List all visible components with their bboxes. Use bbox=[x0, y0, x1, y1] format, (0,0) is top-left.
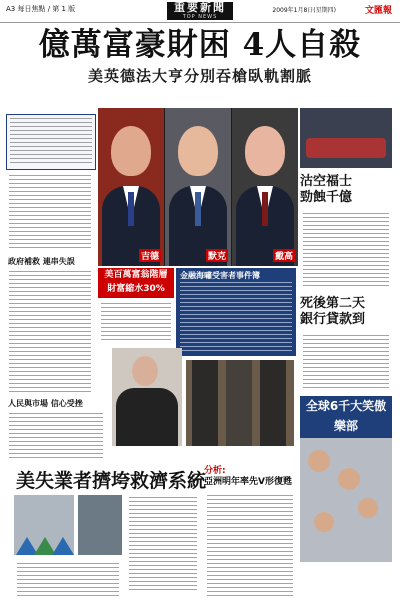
portrait-3 bbox=[232, 108, 298, 266]
photo-street-scene bbox=[186, 360, 294, 446]
left-subhead-2: 人民與市場 信心受挫 bbox=[8, 399, 83, 408]
analysis-title: 亞洲明年率先V形復甦 bbox=[204, 477, 292, 487]
right-headline-1-line-2: 勁蝕千億 bbox=[300, 190, 353, 205]
club-band bbox=[300, 396, 392, 438]
millionaire-callout-line-1: 美百萬富翁階層 bbox=[104, 270, 168, 280]
page-label: A3 每日焦點 / 第 1 版 bbox=[6, 5, 76, 13]
left-text-column-1 bbox=[6, 172, 94, 252]
bottom-text-column-3 bbox=[204, 492, 296, 600]
left-subhead-1: 政府補救 連串失誤 bbox=[8, 257, 75, 266]
millionaire-callout-line-2: 財富縮水30% bbox=[107, 284, 165, 294]
photo-club-members bbox=[300, 438, 392, 562]
photo-tents bbox=[14, 495, 74, 555]
bottom-text-column-1 bbox=[126, 494, 200, 594]
right-headline-2-line-2: 銀行貸款到 bbox=[300, 312, 366, 327]
photo-man-in-coat bbox=[112, 348, 182, 446]
millionaire-callout bbox=[98, 268, 174, 298]
bottom-headline: 美失業者擠垮救濟系統 bbox=[16, 470, 207, 492]
left-text-column-2 bbox=[6, 268, 94, 396]
right-text-column-1 bbox=[300, 210, 392, 292]
portrait-2-name: 默克 bbox=[206, 249, 228, 262]
main-headline: 億萬富豪財困 4人自殺 bbox=[38, 27, 362, 63]
right-text-column-2 bbox=[300, 332, 392, 392]
portrait-1 bbox=[98, 108, 164, 266]
analysis-tag: 分析: bbox=[204, 466, 226, 476]
right-headline-2-line-1: 死後第二天 bbox=[300, 296, 366, 311]
section-subtitle: TOP NEWS bbox=[182, 14, 218, 20]
club-band-line-1: 全球6千大笑傲樂部 bbox=[305, 399, 387, 433]
portrait-2 bbox=[165, 108, 231, 266]
portrait-photos bbox=[98, 108, 298, 266]
intro-text-box bbox=[6, 114, 96, 170]
analysis-headline bbox=[204, 466, 296, 488]
section-title: 重要新聞 bbox=[174, 1, 226, 14]
photo-train bbox=[300, 108, 392, 168]
victims-timeline-box bbox=[176, 268, 296, 356]
publication-date: 2009年1月8日(星期四) bbox=[272, 7, 336, 14]
paper-name: 文匯報 bbox=[364, 6, 392, 16]
center-text-column bbox=[98, 300, 174, 346]
photo-people bbox=[78, 495, 122, 555]
victims-timeline-title: 金融海嘯受害者事件簿 bbox=[180, 271, 260, 280]
section-box bbox=[167, 2, 233, 20]
left-text-column-3 bbox=[6, 410, 106, 462]
sub-headline: 美英德法大亨分別吞槍臥軌割脈 bbox=[87, 67, 312, 85]
portrait-3-name: 戴高 bbox=[273, 249, 295, 262]
bottom-text-column-2 bbox=[14, 560, 122, 600]
portrait-1-name: 吉德 bbox=[139, 249, 161, 262]
right-headline-1-line-1: 沽空福士 bbox=[300, 174, 353, 189]
